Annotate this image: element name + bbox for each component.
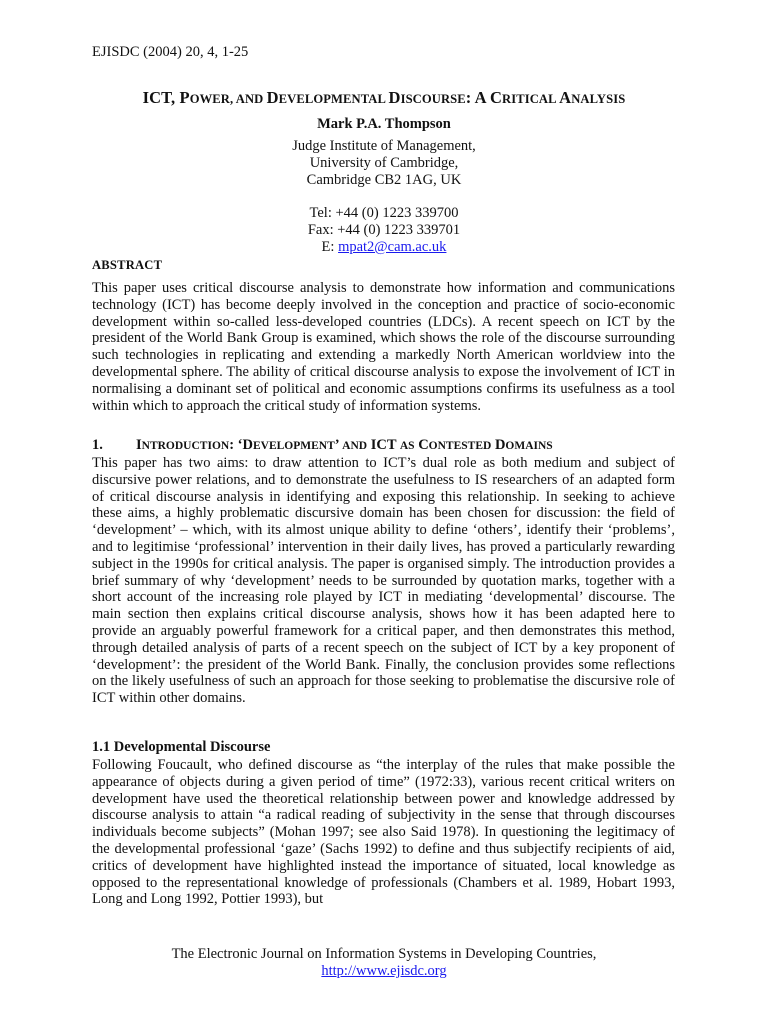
heading-part: OMAINS [505, 440, 553, 452]
author-affiliation [0, 138, 768, 188]
heading-part: I [136, 437, 142, 453]
title-part: ICT, P [142, 88, 190, 107]
email-prefix: E: [321, 238, 339, 255]
heading-part: : ‘D [229, 437, 253, 453]
title-part: RITICAL [502, 92, 560, 106]
heading-part: ICT [367, 437, 400, 453]
journal-citation: EJISDC (2004) 20, 4, 1-25 [92, 44, 249, 60]
abstract-text: This paper uses critical discourse analysis to demonstrate how information and communications technology (ICT) has become deeply involved in the conception and practice of socio-economic development within so-called less-developed countries (LDCs). A recent speech on ICT by the president of the World Bank Group is examined, which shows the role of the discourse surrounding such technologies in replicating and extending a markedly North American worldview into the developmental sphere. The ability of critical discourse analysis to expose the involvement of ICT in normalising a dominant set of political and economic assumptions confirms its usefulness as a tool within which to approach the critical study of information systems. [92, 280, 675, 414]
heading-part: AND [342, 440, 368, 452]
fax: Fax: +44 (0) 1223 339701 [307, 221, 461, 238]
title-part: : A C [465, 88, 503, 107]
footer-journal-name: The Electronic Journal on Information Systems in Developing Countries, [171, 946, 597, 962]
heading-part: EVELOPMENT [252, 440, 335, 452]
email-link[interactable]: mpat2@cam.ac.uk [338, 238, 447, 255]
affiliation-line: Judge Institute of Management, [292, 138, 476, 154]
contact-block [0, 205, 768, 255]
heading-part: D [491, 437, 506, 453]
title-part: A [559, 88, 572, 107]
heading-part: ONTESTED [428, 440, 492, 452]
affiliation-line: Cambridge CB2 1AG, UK [306, 171, 462, 188]
telephone: Tel: +44 (0) 1223 339700 [309, 205, 459, 221]
author-name: Mark P.A. Thompson [317, 116, 451, 132]
subsection-1-1-body: Following Foucault, who defined discourse as “the interplay of the rules that make possible the appearance of objects during a given period of time” (1972:33), various recent critical writers on development have used the theoretical relationship between power and knowledge addressed by discourse analysis to attain “a radical reading of subjectivity in the sense that through discourses individuals become subjects” (Mohan 1997; see also Said 1978). In questioning the legitimacy of the developmental professional ‘gaze’ (Sachs 1992) to define and thus subjectify recipients of aid, critics of development have highlighted instead the importance of situated, local knowledge as opposed to the representational knowledge of professionals (Chambers et al. 1989, Hobart 1993, Long and Long 1992, Pottier 1993), but [92, 757, 675, 908]
heading-part: AS [399, 440, 415, 452]
title-part: ISCOURSE [400, 92, 466, 106]
heading-part: C [414, 437, 429, 453]
title-part: NALYSIS [571, 92, 626, 106]
email-line [0, 239, 768, 256]
title-part: OWER, AND [189, 92, 267, 106]
heading-part: ’ [334, 437, 343, 453]
abstract-heading: ABSTRACT [92, 258, 163, 272]
section-number: 1. [92, 437, 103, 453]
subsection-1-1-heading: 1.1 Developmental Discourse [92, 739, 271, 755]
title-part: D [388, 88, 401, 107]
paper-title [0, 88, 768, 108]
affiliation-line: University of Cambridge, [309, 154, 459, 171]
section-1-body: This paper has two aims: to draw attention to ICT’s dual role as both medium and subject of discursive power relations, and to demonstrate the usefulness to IS researchers of an adapted form of critical discourse analysis in identifying and exposing this relationship. In seeking to achieve these aims, a highly problematic discursive domain has been chosen for discussion: the field of ‘development’ – which, with its almost unique ability to define ‘others’, identify their ‘problems’, and to legitimise ‘professional’ intervention in their daily lives, has proved a particularly rewarding subject in the 1990s for critical analysis. The paper is organised simply. The introduction provides a brief summary of why ‘development’ needs to be surrounded by quotation marks, together with a short account of the increasing role played by ICT in mediating ‘developmental’ discourse. The main section then explains critical discourse analysis, shows how it has been adapted here to provide an arguably powerful framework for a critical paper, and then demonstrates this method, through detailed analysis of parts of a recent speech on the subject of ICT by a key proponent of ‘development’: the president of the World Bank. Finally, the conclusion provides some reflections on the likely usefulness of such an approach for those seeking to problematise the discursive role of ICT within other domains. [92, 455, 675, 707]
title-part: EVELOPMENTAL [278, 92, 389, 106]
heading-part: NTRODUCTION [141, 440, 230, 452]
footer-journal-link[interactable]: http://www.ejisdc.org [321, 963, 447, 979]
page-footer [0, 946, 768, 980]
title-part: D [266, 88, 279, 107]
section-1-heading [92, 437, 553, 454]
